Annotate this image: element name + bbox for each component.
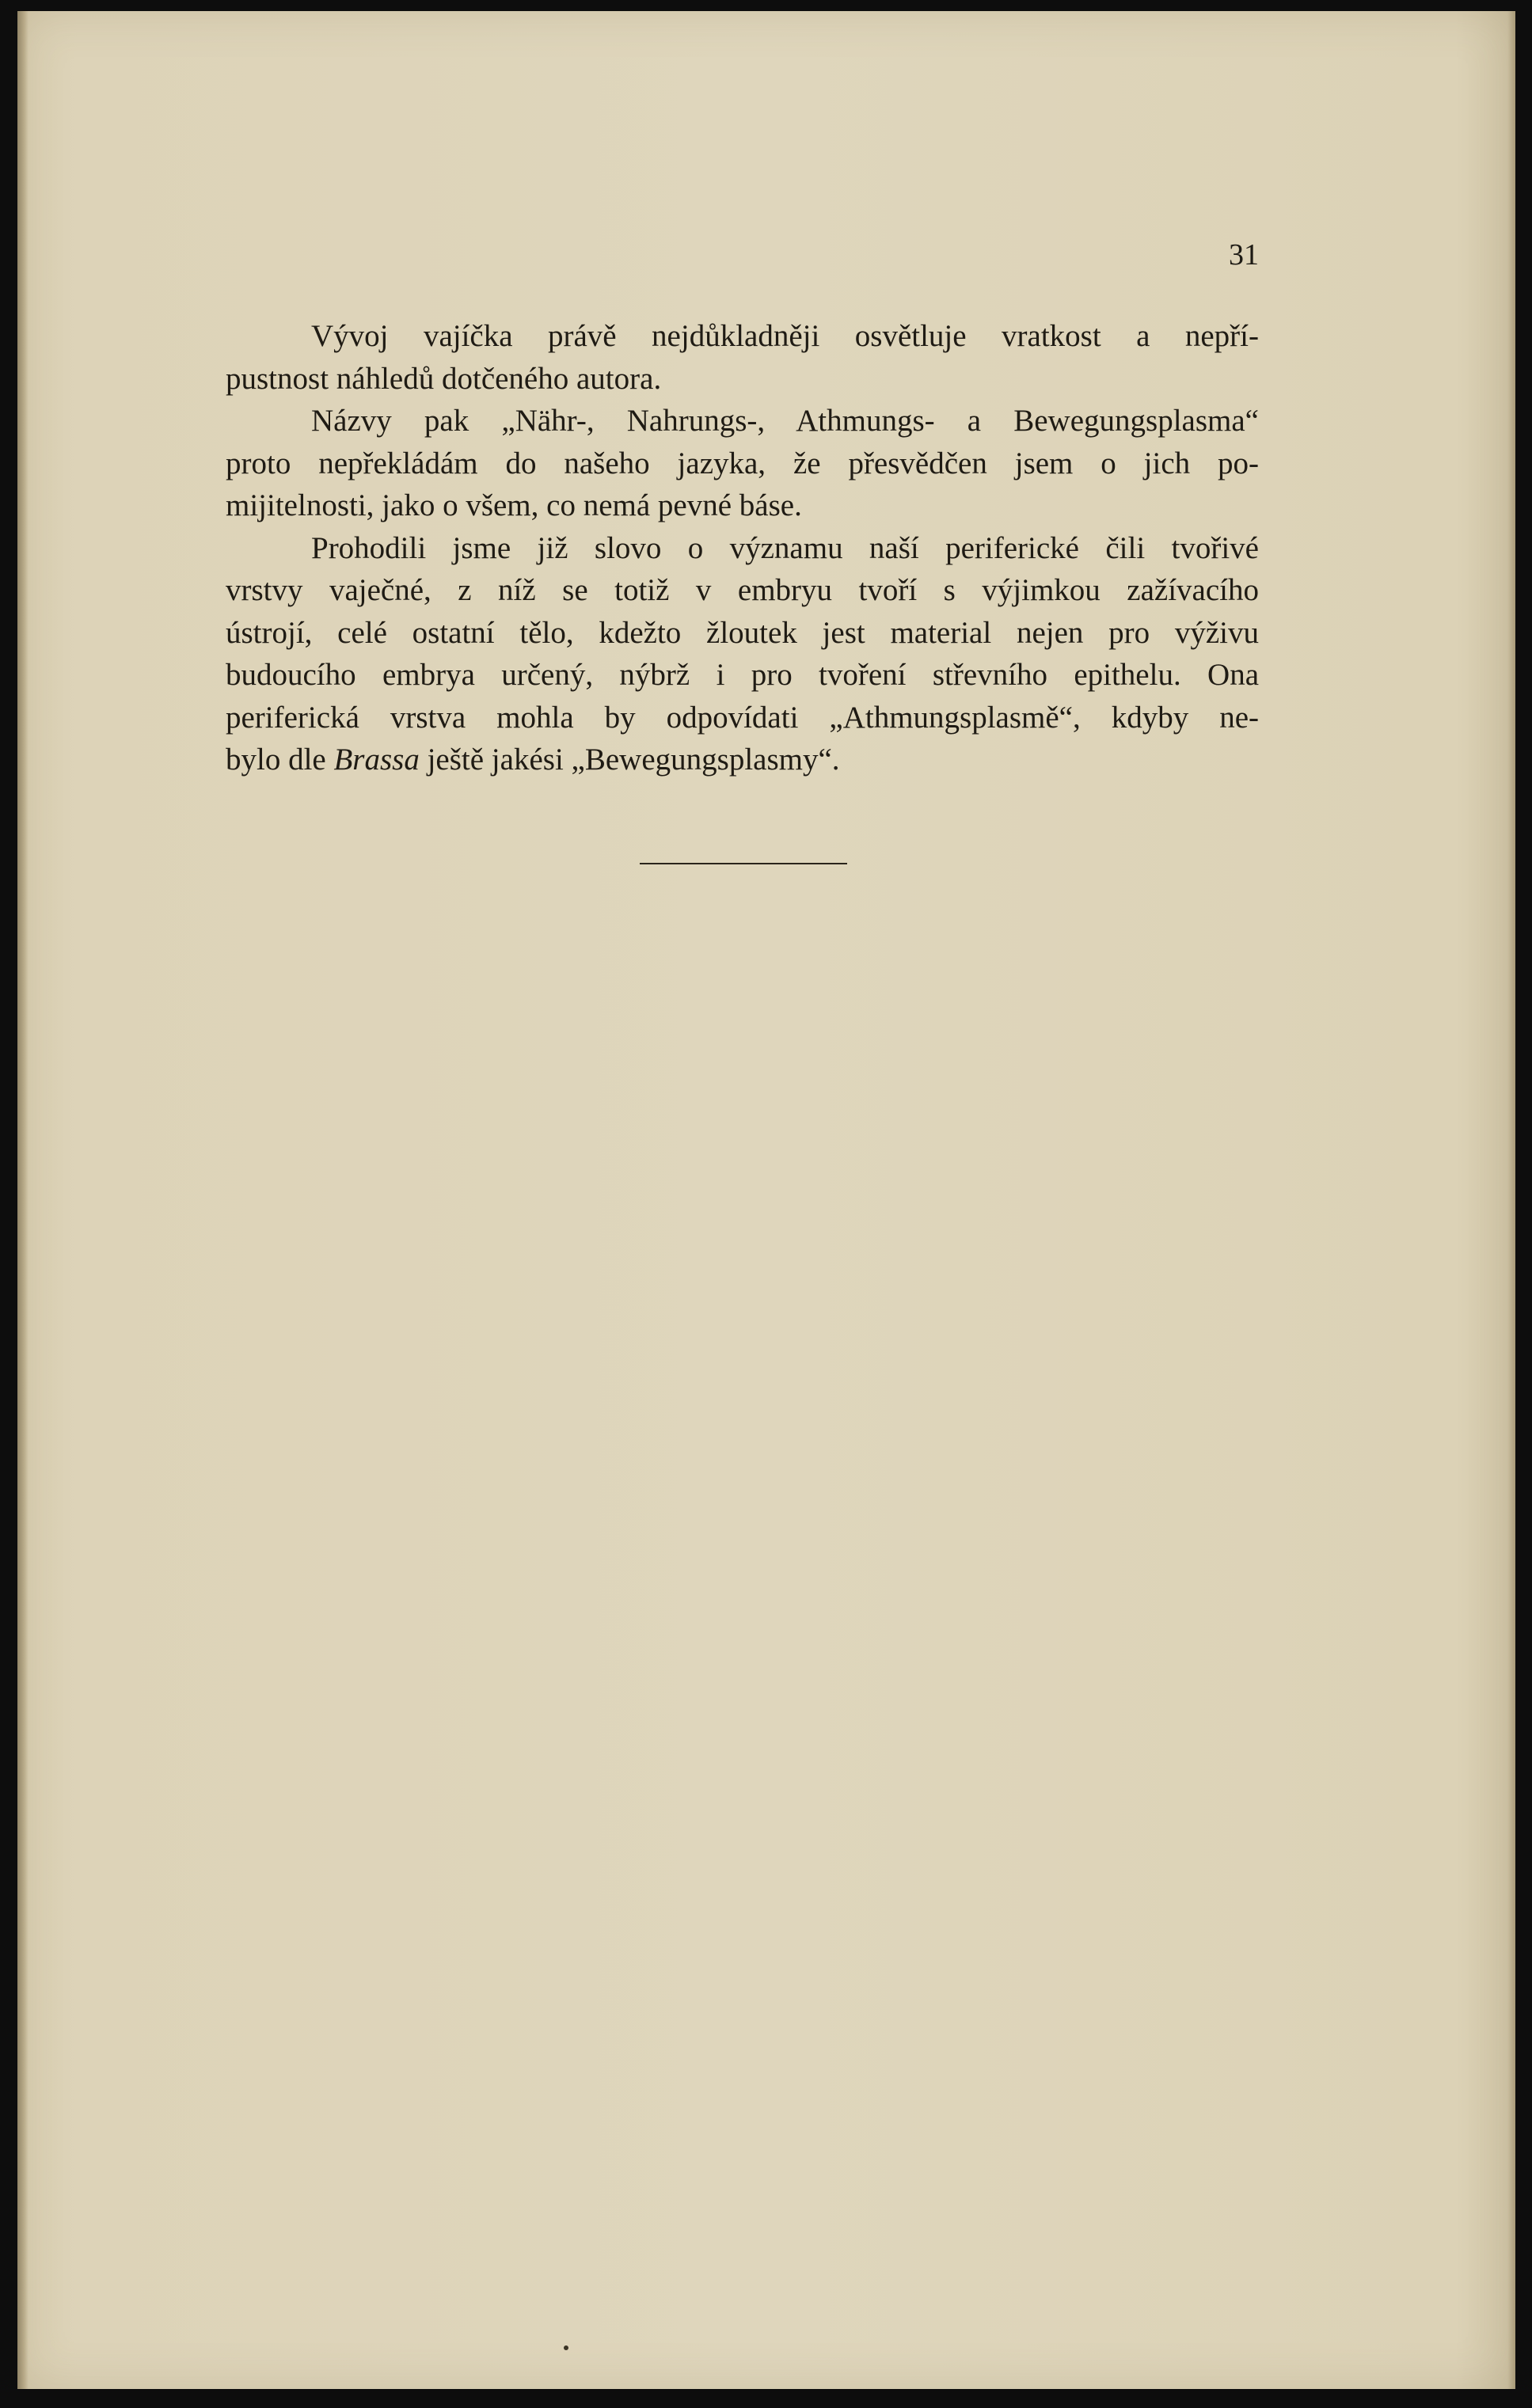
- text-fragment: bylo dle: [226, 743, 334, 777]
- text-line: ústrojí, celé ostatní tělo, kdežto žloutek jest material nejen pro výživu: [226, 615, 1259, 650]
- text-line: periferická vrstva mohla by odpovídati „Athmungsplasmě“, kdyby ne-: [226, 700, 1259, 735]
- text-line: Vývoj vajíčka právě nejdůkladněji osvětluje vratkost a nepří-: [311, 319, 1259, 353]
- text-fragment: ještě jakési „Bewegungsplasmy“.: [419, 743, 840, 777]
- paragraph-3: [226, 527, 1259, 781]
- page-right-edge: [1507, 11, 1515, 2389]
- text-line: Prohodili jsme již slovo o významu naší periferické čili tvořivé: [311, 530, 1259, 565]
- body-text: [226, 315, 1259, 781]
- paragraph-2: [226, 400, 1259, 527]
- text-line: Názvy pak „Nähr-, Nahrungs-, Athmungs- a Bewegungsplasma“: [311, 404, 1259, 438]
- text-line: budoucího embrya určený, nýbrž i pro tvoření střevního epithelu. Ona: [226, 658, 1259, 692]
- text-line: proto nepřekládám do našeho jazyka, že přesvědčen jsem o jich po-: [226, 446, 1259, 480]
- author-name-italic: Brassa: [333, 743, 420, 777]
- text-line: vrstvy vaječné, z níž se totiž v embryu tvoří s výjimkou zažívacího: [226, 573, 1259, 607]
- section-divider-rule: [640, 863, 847, 864]
- page-binding-edge: [17, 11, 29, 2389]
- text-line: mijitelnosti, jako o všem, co nemá pevné báse.: [226, 488, 802, 522]
- paragraph-1: [226, 315, 1259, 400]
- page-speck: [564, 2345, 568, 2350]
- text-line: pustnost náhledů dotčeného autora.: [226, 361, 662, 396]
- text-line-final: [226, 739, 1259, 781]
- page-number: 31: [1229, 238, 1259, 272]
